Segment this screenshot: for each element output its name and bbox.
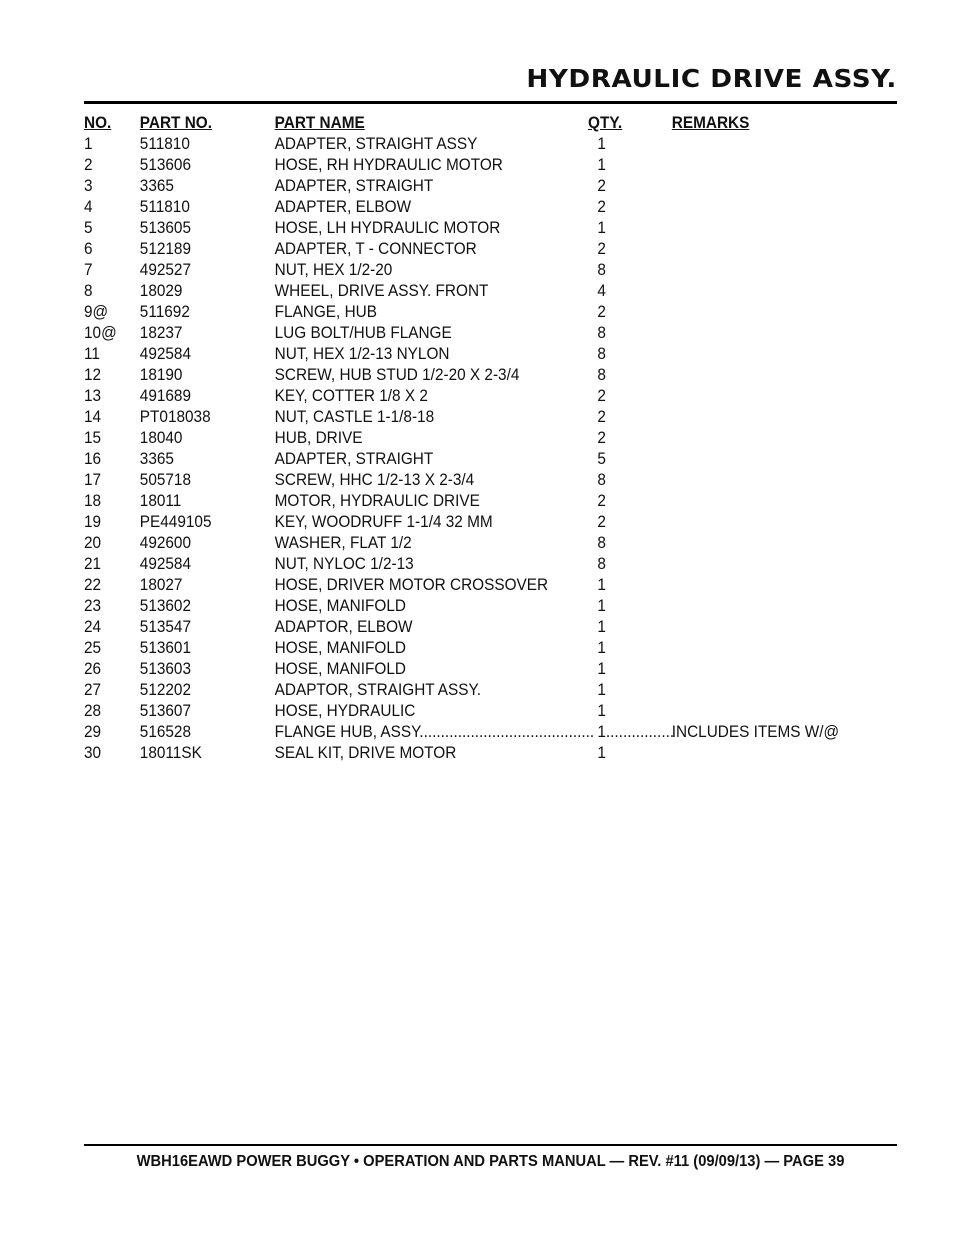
footer-divider <box>84 1144 897 1146</box>
cell-part-name: NUT, NYLOC 1/2-13 <box>274 555 414 573</box>
cell-part-name: HOSE, RH HYDRAULIC MOTOR <box>274 156 503 174</box>
cell-qty: 2 <box>597 303 606 321</box>
cell-part-name: SEAL KIT, DRIVE MOTOR <box>274 744 457 762</box>
table-row <box>84 176 840 197</box>
cell-part-no: 18190 <box>139 366 183 384</box>
cell-no: 14 <box>84 408 102 426</box>
column-header-no: NO. <box>84 114 112 132</box>
cell-qty: 1 <box>597 660 606 678</box>
cell-qty: 1 <box>597 618 606 636</box>
cell-part-name: HOSE, MANIFOLD <box>274 660 406 678</box>
cell-qty: 2 <box>597 387 606 405</box>
cell-part-no: 18237 <box>139 324 183 342</box>
table-row <box>84 386 840 407</box>
cell-part-no: PT018038 <box>139 408 211 426</box>
page-title: HYDRAULIC DRIVE ASSY. <box>526 64 897 93</box>
cell-no: 4 <box>84 198 93 216</box>
table-row <box>84 470 840 491</box>
cell-part-name: WASHER, FLAT 1/2 <box>274 534 412 552</box>
cell-no: 26 <box>84 660 102 678</box>
cell-no: 10@ <box>84 324 117 342</box>
cell-part-name: ADAPTER, STRAIGHT ASSY <box>274 135 478 153</box>
cell-part-no: 505718 <box>139 471 192 489</box>
column-header-part-no: PART NO. <box>139 114 212 132</box>
cell-no: 8 <box>84 282 93 300</box>
cell-part-no: 492527 <box>139 261 192 279</box>
cell-qty: 1 <box>597 576 606 594</box>
table-header <box>84 113 840 134</box>
cell-part-name: MOTOR, HYDRAULIC DRIVE <box>274 492 480 510</box>
cell-part-no: 3365 <box>139 177 174 195</box>
cell-no: 5 <box>84 219 93 237</box>
cell-no: 18 <box>84 492 102 510</box>
cell-no: 16 <box>84 450 102 468</box>
column-header-part-name: PART NAME <box>274 114 365 132</box>
cell-qty: 5 <box>597 450 606 468</box>
cell-qty: 8 <box>597 555 606 573</box>
cell-no: 6 <box>84 240 93 258</box>
cell-no: 13 <box>84 387 102 405</box>
cell-part-name: ADAPTOR, STRAIGHT ASSY. <box>274 681 482 699</box>
cell-qty: 2 <box>597 408 606 426</box>
cell-no: 29 <box>84 723 102 741</box>
cell-part-name: NUT, CASTLE 1-1/8-18 <box>274 408 435 426</box>
cell-qty: 1 <box>597 639 606 657</box>
cell-part-no: 492584 <box>139 345 192 363</box>
cell-part-no: 516528 <box>139 723 192 741</box>
table-row <box>84 407 840 428</box>
cell-no: 19 <box>84 513 102 531</box>
cell-remarks: INCLUDES ITEMS W/@ <box>671 723 840 741</box>
cell-no: 25 <box>84 639 102 657</box>
cell-part-name: FLANGE, HUB <box>274 303 377 321</box>
cell-part-no: 18040 <box>139 429 183 447</box>
table-row <box>84 218 840 239</box>
cell-no: 15 <box>84 429 102 447</box>
cell-part-no: 3365 <box>139 450 174 468</box>
cell-part-name: ADAPTER, STRAIGHT <box>274 450 434 468</box>
cell-part-name: LUG BOLT/HUB FLANGE <box>274 324 452 342</box>
cell-part-no: 513607 <box>139 702 192 720</box>
table-row <box>84 428 840 449</box>
table-row <box>84 680 840 701</box>
cell-qty: 8 <box>597 324 606 342</box>
cell-qty: 1................ <box>597 723 675 741</box>
table-row <box>84 344 840 365</box>
cell-no: 9@ <box>84 303 109 321</box>
cell-part-name: ADAPTER, T - CONNECTOR <box>274 240 477 258</box>
title-divider <box>84 101 897 104</box>
cell-no: 30 <box>84 744 102 762</box>
cell-part-no: 513601 <box>139 639 192 657</box>
cell-part-name: HOSE, MANIFOLD <box>274 639 406 657</box>
table-row <box>84 134 840 155</box>
page-footer: WBH16EAWD POWER BUGGY • OPERATION AND PARTS MANUAL — REV. #11 (09/09/13) — PAGE 39 <box>136 1153 845 1170</box>
cell-qty: 1 <box>597 597 606 615</box>
cell-part-no: 512202 <box>139 681 192 699</box>
cell-qty: 8 <box>597 471 606 489</box>
cell-no: 12 <box>84 366 102 384</box>
cell-no: 7 <box>84 261 93 279</box>
cell-part-name: HUB, DRIVE <box>274 429 363 447</box>
column-header-remarks: REMARKS <box>671 114 750 132</box>
cell-part-name: SCREW, HUB STUD 1/2-20 X 2-3/4 <box>274 366 520 384</box>
table-row <box>84 533 840 554</box>
cell-part-name: HOSE, MANIFOLD <box>274 597 406 615</box>
cell-part-no: 18029 <box>139 282 183 300</box>
cell-no: 11 <box>84 345 100 363</box>
cell-part-no: 511810 <box>139 198 190 216</box>
table-row <box>84 155 840 176</box>
table-row <box>84 743 840 764</box>
table-row <box>84 512 840 533</box>
cell-qty: 1 <box>597 681 606 699</box>
cell-part-no: 492600 <box>139 534 192 552</box>
table-row <box>84 323 840 344</box>
table-row <box>84 491 840 512</box>
cell-part-no: 512189 <box>139 240 192 258</box>
cell-qty: 1 <box>597 744 606 762</box>
cell-part-name: SCREW, HHC 1/2-13 X 2-3/4 <box>274 471 475 489</box>
cell-part-name: ADAPTOR, ELBOW <box>274 618 413 636</box>
cell-part-no: 18011 <box>139 492 182 510</box>
cell-part-name: HOSE, DRIVER MOTOR CROSSOVER <box>274 576 549 594</box>
table-row <box>84 365 840 386</box>
cell-no: 22 <box>84 576 102 594</box>
table-row <box>84 575 840 596</box>
cell-part-no: 18011SK <box>139 744 202 762</box>
cell-qty: 2 <box>597 177 606 195</box>
cell-qty: 8 <box>597 366 606 384</box>
cell-part-name: ADAPTER, STRAIGHT <box>274 177 434 195</box>
cell-part-no: 511810 <box>139 135 190 153</box>
cell-part-no: 511692 <box>139 303 190 321</box>
table-row <box>84 638 840 659</box>
cell-qty: 1 <box>597 135 606 153</box>
table-row <box>84 239 840 260</box>
cell-no: 23 <box>84 597 102 615</box>
cell-part-no: 513547 <box>139 618 192 636</box>
table-row <box>84 617 840 638</box>
parts-table <box>84 113 897 764</box>
cell-part-no: 513606 <box>139 156 192 174</box>
table-row <box>84 302 840 323</box>
table-row <box>84 281 840 302</box>
table-row <box>84 260 840 281</box>
cell-no: 1 <box>84 135 93 153</box>
cell-part-no: 491689 <box>139 387 192 405</box>
cell-part-name: FLANGE HUB, ASSY......................................... <box>274 723 595 741</box>
column-header-qty: QTY. <box>588 114 623 132</box>
cell-part-name: KEY, COTTER 1/8 X 2 <box>274 387 428 405</box>
cell-qty: 2 <box>597 198 606 216</box>
cell-qty: 2 <box>597 429 606 447</box>
cell-part-name: NUT, HEX 1/2-20 <box>274 261 393 279</box>
cell-qty: 2 <box>597 240 606 258</box>
table-row <box>84 596 840 617</box>
cell-part-name: NUT, HEX 1/2-13 NYLON <box>274 345 450 363</box>
cell-part-no: 513605 <box>139 219 192 237</box>
cell-no: 2 <box>84 156 93 174</box>
cell-part-name: HOSE, LH HYDRAULIC MOTOR <box>274 219 501 237</box>
cell-no: 24 <box>84 618 102 636</box>
cell-part-no: 492584 <box>139 555 192 573</box>
cell-qty: 8 <box>597 534 606 552</box>
cell-part-no: PE449105 <box>139 513 212 531</box>
cell-no: 20 <box>84 534 102 552</box>
cell-no: 28 <box>84 702 102 720</box>
cell-qty: 8 <box>597 345 606 363</box>
table-row <box>84 197 840 218</box>
cell-qty: 1 <box>597 219 606 237</box>
table-row <box>84 554 840 575</box>
cell-qty: 1 <box>597 702 606 720</box>
cell-qty: 4 <box>597 282 606 300</box>
table-body <box>84 134 897 764</box>
cell-no: 17 <box>84 471 102 489</box>
cell-part-name: ADAPTER, ELBOW <box>274 198 412 216</box>
table-row <box>84 449 840 470</box>
cell-part-no: 18027 <box>139 576 183 594</box>
table-row <box>84 659 840 680</box>
cell-qty: 8 <box>597 261 606 279</box>
cell-part-name: HOSE, HYDRAULIC <box>274 702 416 720</box>
table-row <box>84 722 840 743</box>
cell-part-name: WHEEL, DRIVE ASSY. FRONT <box>274 282 489 300</box>
cell-part-name: KEY, WOODRUFF 1-1/4 32 MM <box>274 513 493 531</box>
cell-part-no: 513603 <box>139 660 192 678</box>
cell-qty: 1 <box>597 156 606 174</box>
cell-no: 21 <box>84 555 102 573</box>
cell-qty: 2 <box>597 492 606 510</box>
cell-no: 27 <box>84 681 102 699</box>
table-row <box>84 701 840 722</box>
cell-qty: 2 <box>597 513 606 531</box>
cell-no: 3 <box>84 177 93 195</box>
cell-part-no: 513602 <box>139 597 192 615</box>
